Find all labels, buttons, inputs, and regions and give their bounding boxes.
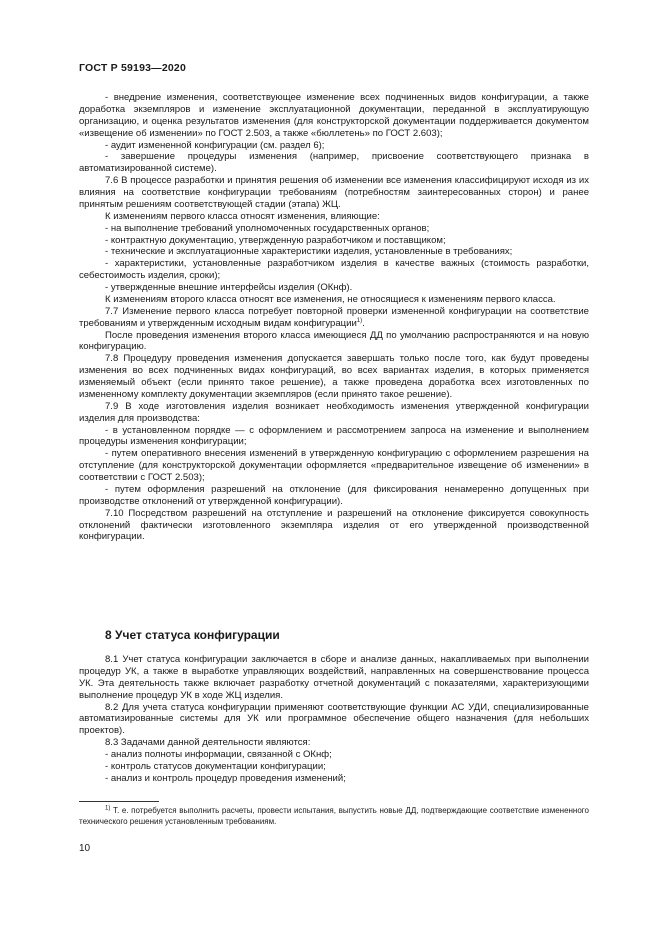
document-header: ГОСТ Р 59193—2020 — [79, 62, 187, 74]
paragraph: После проведения изменения второго класса имеющиеся ДД по умолчанию распространяются и на новую конфигурацию. — [79, 329, 589, 353]
paragraph-text: 7.7 Изменение первого класса потребует повторной проверки измененной конфигурации на соответствие требованиям и утвержденным исходным видам конфигурации — [79, 305, 589, 329]
paragraph: - анализ и контроль процедур проведения изменений; — [105, 772, 346, 784]
footnote-text: Т. е. потребуется выполнить расчеты, провести испытания, выпустить новые ДД, подтверждающие соответствие измененного технического решения установленным требованиям. — [79, 806, 589, 826]
paragraph: - контрактную документацию, утвержденную разработчиком и поставщиком; — [105, 234, 446, 246]
paragraph: К изменениям второго класса относят все изменения, не относящиеся к изменениям первого класса. — [105, 293, 556, 305]
paragraph: - контроль статусов документации конфигурации; — [105, 760, 326, 772]
paragraph: 7.6 В процессе разработки и принятия решения об изменении все изменения классифицируют исходя из их влияния на соответствие конфигурации требованиям (потребностям заинтересованных сторон) и ранее принятым решениям соответствующей стадии (этапа) ЖЦ. — [79, 175, 589, 210]
paragraph: - аудит измененной конфигурации (см. раздел 6); — [105, 139, 325, 151]
paragraph: - анализ полноты информации, связанной с ОКнф; — [105, 749, 332, 760]
paragraph: - путем оперативного внесения изменений в утвержденную конфигурацию с оформлением разрешения на отступление (для конструкторской документации оформляется «предварительное извещение об изменении» в соответствии с ГОСТ 2.503); — [79, 448, 589, 483]
paragraph: - путем оформления разрешений на отклонение (для фиксирования ненамеренно допущенных при производстве отклонений от утвержденной конфигурации). — [79, 483, 589, 507]
footnote-paragraph — [79, 806, 589, 827]
paragraph-tail: . — [362, 317, 365, 329]
footnote — [79, 806, 589, 827]
footnote-mark: 1) — [105, 805, 111, 812]
footnote-reference: 1) — [356, 317, 363, 324]
body-text-section-8 — [79, 654, 589, 785]
page-number: 10 — [79, 843, 91, 854]
paragraph: 7.9 В ходе изготовления изделия возникает необходимость изменения утвержденной конфигурации изделия для производства: — [79, 400, 589, 424]
paragraph: 8.3 Задачами данной деятельности являются: — [105, 737, 311, 749]
paragraph: 7.8 Процедуру проведения изменения допускается завершать только после того, как будут проведены изменения во всех подчиненных видах конфигураций, во всех вариантах изделия, в которых применяется изменяемый объект (если принято такое решение), а также проведена доработка всех изготовленных по измененному комплекту документации экземпляров (если принято такое решение). — [79, 353, 589, 400]
body-text-top — [79, 92, 589, 543]
paragraph: - технические и эксплуатационные характеристики изделия, установленные в требованиях; — [105, 246, 513, 258]
footnote-divider — [79, 801, 159, 802]
paragraph: - в установленном порядке — с оформлением и рассмотрением запроса на изменение и выполнением процедуры изменения конфигурации; — [79, 424, 589, 448]
paragraph: - внедрение изменения, соответствующее изменение всех подчиненных видов конфигурации, а также доработка экземпляров и изменение эксплуатационной документации, переданной в эксплуатирующую организацию, и оценка результатов изменения (для конструкторской документации поддерживается документом «извещение об изменении» по ГОСТ 2.503, а также «бюллетень» по ГОСТ 2.603); — [79, 92, 589, 139]
paragraph-7-7 — [79, 306, 589, 330]
paragraph: - на выполнение требований уполномоченных государственных органов; — [105, 222, 430, 234]
section-heading: 8 Учет статуса конфигурации — [105, 628, 280, 642]
paragraph: - завершение процедуры изменения (например, присвоение соответствующего признака в автоматизированной системе). — [79, 151, 589, 175]
paragraph: - утвержденные внешние интерфейсы изделия (ОКнф). — [105, 282, 353, 293]
paragraph: 7.10 Посредством разрешений на отступление и разрешений на отклонение фиксируется совокупность отклонений фактически изготовленного экземпляра изделия от его утвержденной производственной конфигурации. — [79, 507, 589, 543]
paragraph: К изменениям первого класса относят изменения, влияющие: — [105, 210, 380, 222]
paragraph: 8.1 Учет статуса конфигурации заключается в сборе и анализе данных, накапливаемых при выполнении процедур УК, а также в выработке управляющих воздействий, направленных на совершенствование процесса УК. Эта деятельность также включает разработку отчетной документаций с показателями, характеризующими выполнение процедур УК в ходе ЖЦ изделия. — [79, 654, 589, 701]
paragraph: 8.2 Для учета статуса конфигурации применяют соответствующие функции АС УДИ, специализированные автоматизированные системы для УК или программное обеспечение общего назначения (для небольших проектов). — [79, 701, 589, 737]
paragraph: - характеристики, установленные разработчиком изделия в качестве важных (стоимость разработки, себестоимость изделия, сроки); — [79, 258, 589, 282]
